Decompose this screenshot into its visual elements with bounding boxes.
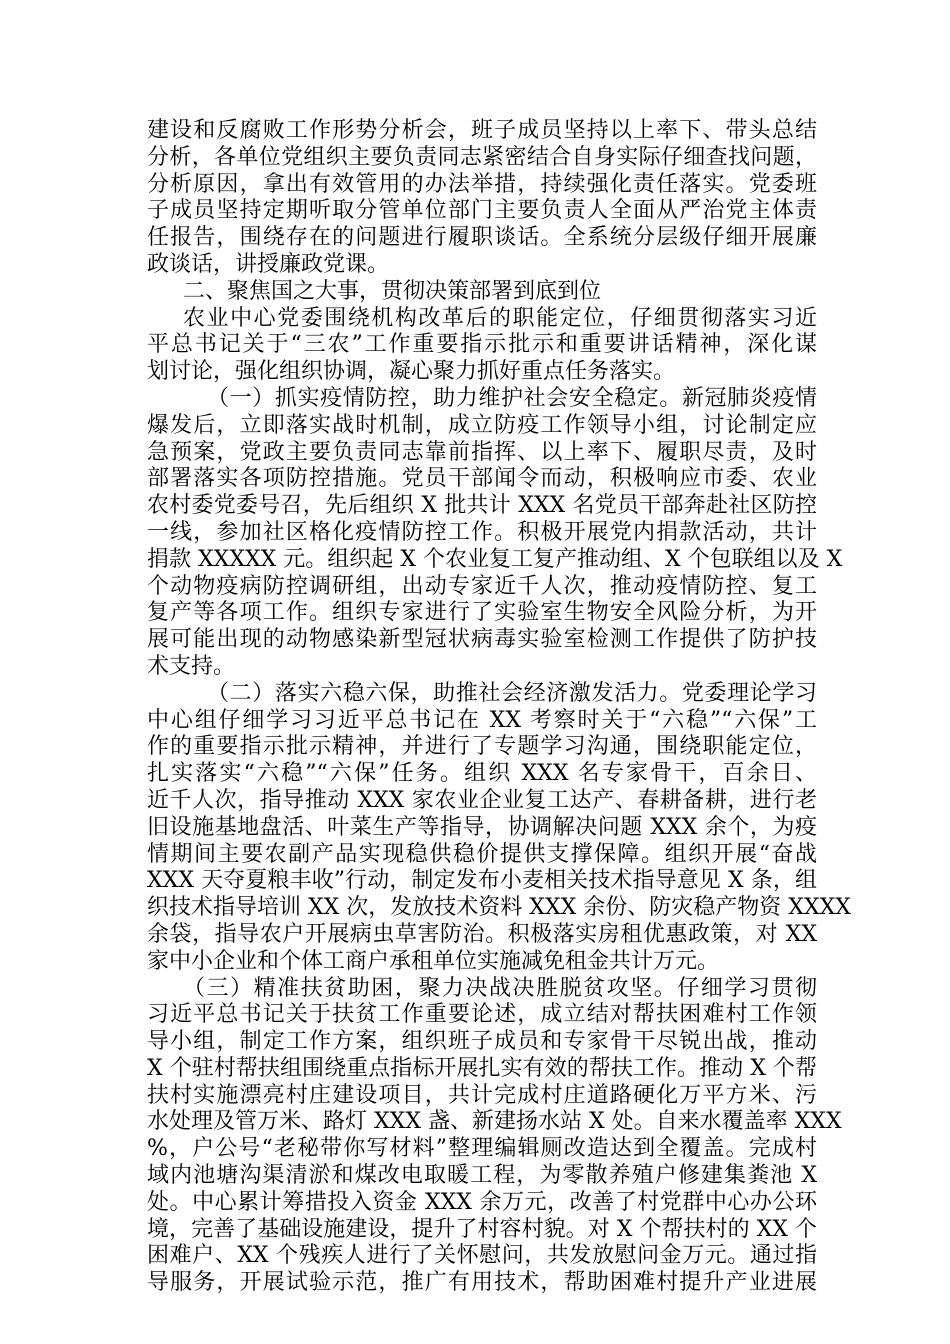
paragraph-line: 旧设施基地盘活、叶菜生产等指导，协调解决问题 XXX 余个，为疫 — [147, 814, 817, 840]
subsection-heading-line: （三）精准扶贫助困，聚力决战决胜脱贫攻坚。仔细学习贯彻 — [183, 975, 817, 1001]
paragraph-line: 情期间主要农副产品实现稳供稳价提供支撑保障。组织开展“奋战 — [147, 841, 817, 867]
paragraph-line: 处。中心累计筹措投入资金 XXX 余万元，改善了村党群中心办公环 — [147, 1189, 817, 1215]
paragraph-line: 部署落实各项防控措施。党员干部闻令而动，积极响应市委、农业 — [147, 466, 817, 492]
paragraph-line: 困难户、XX 个残疾人进行了关怀慰问，共发放慰问金万元。通过指 — [147, 1243, 817, 1269]
paragraph-line: 域内池塘沟渠清淤和煤改电取暖工程，为零散养殖户修建集粪池 X — [147, 1163, 817, 1189]
paragraph-line: 任报告，围绕存在的问题进行履职谈话。全系统分层级仔细开展廉 — [147, 225, 817, 251]
paragraph-line: X 个驻村帮扶组围绕重点指标开展扎实有效的帮扶工作。推动 X 个帮 — [147, 1055, 817, 1081]
paragraph-line: 农业中心党委围绕机构改革后的职能定位，仔细贯彻落实习近 — [183, 305, 817, 331]
paragraph-line: 子成员坚持定期听取分管单位部门主要负责人全面从严治党主体责 — [147, 198, 817, 224]
paragraph-line: 建设和反腐败工作形势分析会，班子成员坚持以上率下、带头总结 — [147, 118, 817, 143]
paragraph-line: 爆发后，立即落实战时机制，成立防疫工作领导小组，讨论制定应 — [147, 412, 817, 438]
section-heading: 二、聚焦国之大事，贯彻决策部署到底到位 — [183, 278, 602, 304]
paragraph-line: 水处理及管万米、路灯 XXX 盏、新建扬水站 X 处。自来水覆盖率 XXX — [147, 1109, 842, 1135]
paragraph-line: 农村委党委号召，先后组织 X 批共计 XXX 名党员干部奔赴社区防控 — [147, 493, 817, 519]
paragraph-line: XXX 天夺夏粮丰收”行动，制定发布小麦相关技术指导意见 X 条，组 — [147, 868, 817, 894]
paragraph-line: 导服务，开展试验示范，推广有用技术，帮助困难村提升产业进展 — [147, 1270, 817, 1296]
paragraph-line: %，户公号“老秘带你写材料”整理编辑厕改造达到全覆盖。完成村 — [147, 1136, 817, 1162]
paragraph-line: 平总书记关于“三农”工作重要指示批示和重要讲话精神，深化谋 — [147, 332, 817, 358]
paragraph-line: 中心组仔细学习习近平总书记在 XX 考察时关于“六稳”“六保”工 — [147, 707, 817, 733]
paragraph-line: 习近平总书记关于扶贫工作重要论述，成立结对帮扶困难村工作领 — [147, 1002, 817, 1028]
subsection-heading-line: （一）抓实疫情防控，助力维护社会安全稳定。新冠肺炎疫情 — [207, 385, 817, 411]
paragraph-line: 分析，各单位党组织主要负责同志紧密结合自身实际仔细查找问题， — [147, 144, 817, 170]
paragraph-line: 急预案，党政主要负责同志靠前指挥、以上率下、履职尽责，及时 — [147, 439, 817, 465]
subsection-heading-line: （二）落实六稳六保，助推社会经济激发活力。党委理论学习 — [207, 680, 817, 706]
paragraph-line: 捐款 XXXXX 元。组织起 X 个农业复工复产推动组、X 个包联组以及 X — [147, 546, 843, 572]
paragraph-line: 作的重要指示批示精神，并进行了专题学习沟通，围绕职能定位， — [147, 734, 817, 760]
document-body — [147, 118, 851, 1297]
paragraph-line: 导小组，制定工作方案，组织班子成员和专家骨干尽锐出战，推动 — [147, 1029, 817, 1055]
paragraph-line: 近千人次，指导推动 XXX 家农业企业复工达产、春耕备耕，进行老 — [147, 787, 817, 813]
paragraph-line: 境，完善了基础设施建设，提升了村容村貌。对 X 个帮扶村的 XX 个 — [147, 1216, 817, 1242]
paragraph-line: 划讨论，强化组织协调，凝心聚力抓好重点任务落实。 — [147, 359, 676, 385]
paragraph-line: 复产等各项工作。组织专家进行了实验室生物安全风险分析，为开 — [147, 600, 817, 626]
paragraph-line: 分析原因，拿出有效管用的办法举措，持续强化责任落实。党委班 — [147, 171, 817, 197]
paragraph-line: 织技术指导培训 XX 次，发放技术资料 XXX 余份、防灾稳产物资 XXXX — [147, 895, 851, 921]
paragraph-line: 扎实落实“六稳”“六保”任务。组织 XXX 名专家骨干，百余日、 — [147, 761, 817, 787]
paragraph-line: 政谈话，讲授廉政党课。 — [147, 251, 390, 277]
paragraph-line: 家中小企业和个体工商户承租单位实施减免租金共计万元。 — [147, 948, 720, 974]
paragraph-line: 一线，参加社区格化疫情防控工作。积极开展党内捐款活动，共计 — [147, 519, 817, 545]
paragraph-line: 余袋，指导农户开展病虫草害防治。积极落实房租优惠政策，对 XX — [147, 921, 817, 947]
paragraph-line: 展可能出现的动物感染新型冠状病毒实验室检测工作提供了防护技 — [147, 627, 817, 653]
paragraph-line: 个动物疫病防控调研组，出动专家近千人次，推动疫情防控、复工 — [147, 573, 817, 599]
paragraph-line: 术支持。 — [147, 653, 236, 679]
paragraph-line: 扶村实施漂亮村庄建设项目，共计完成村庄道路硬化万平方米、污 — [147, 1082, 817, 1108]
